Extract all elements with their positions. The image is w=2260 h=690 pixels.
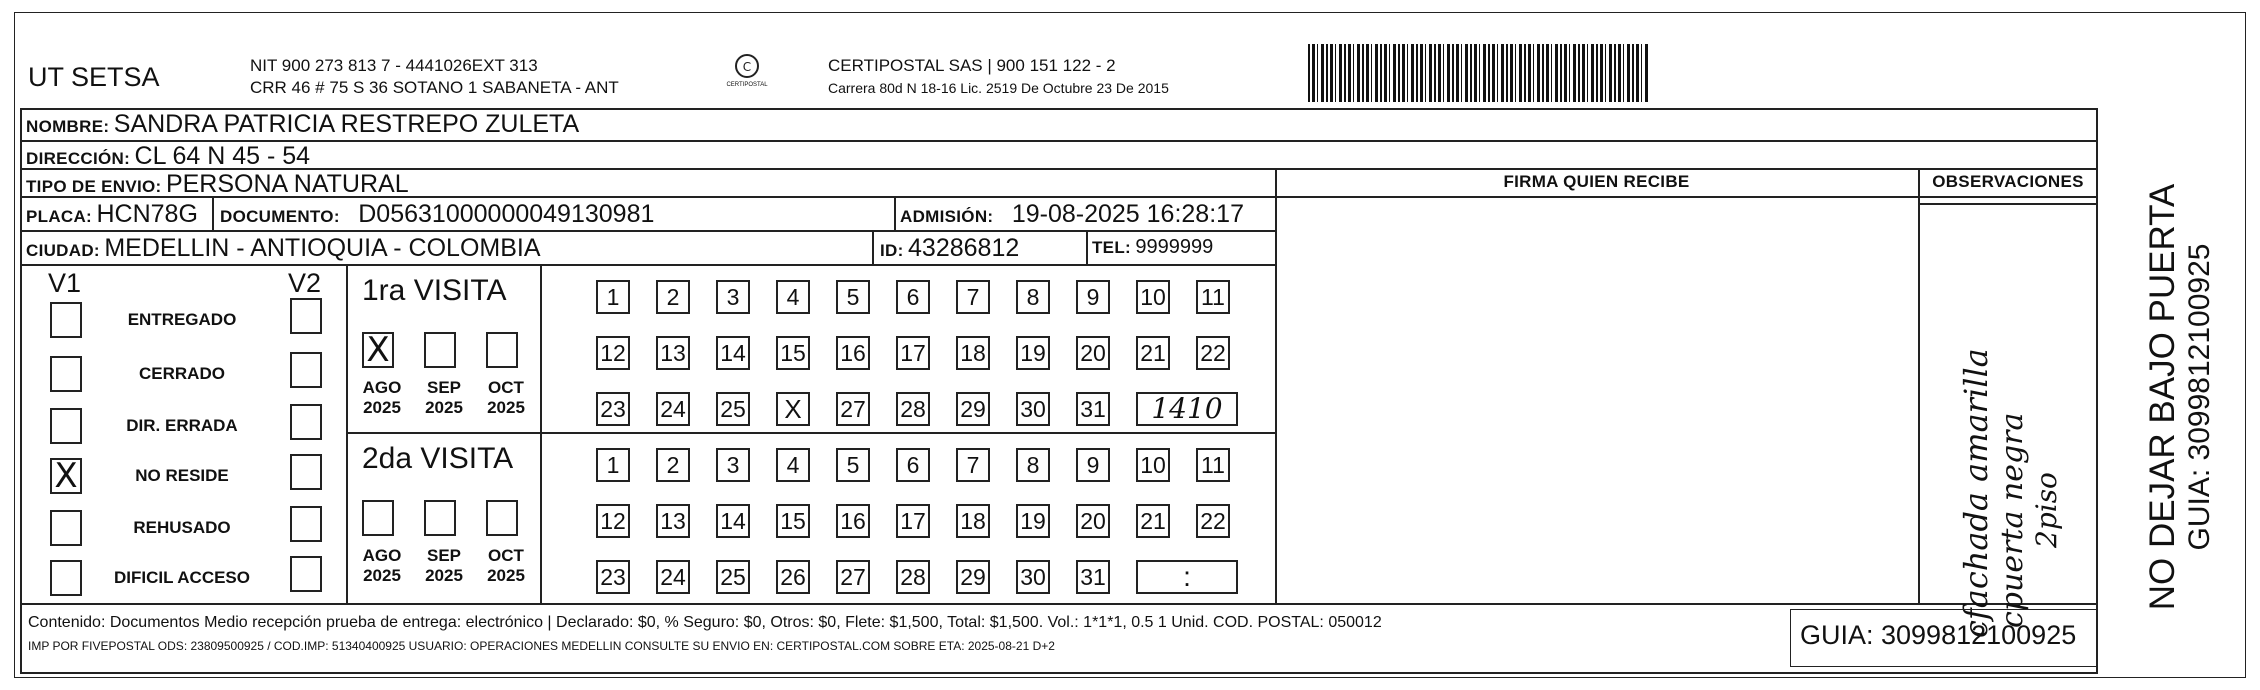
v1-checkbox[interactable]	[50, 560, 82, 596]
documento-row	[220, 200, 654, 229]
company-address: CRR 46 # 75 S 36 SOTANO 1 SABANETA - ANT	[250, 78, 619, 97]
v2-checkbox[interactable]	[290, 454, 322, 490]
day-box[interactable]: 14	[716, 336, 750, 370]
day-box[interactable]: 13	[656, 504, 690, 538]
month-label	[358, 378, 406, 418]
nombre-label: NOMBRE:	[26, 117, 110, 136]
month-year: 2025	[425, 398, 463, 417]
observation-line: cpuerta negra	[1995, 412, 2030, 628]
day-box[interactable]: 18	[956, 336, 990, 370]
day-box[interactable]: 25	[716, 560, 750, 594]
month-checkbox[interactable]	[424, 332, 456, 368]
day-box[interactable]: 19	[1016, 336, 1050, 370]
company-name: UT SETSA	[28, 62, 160, 92]
month-label	[482, 378, 530, 418]
tel-row	[1092, 236, 1213, 259]
day-box[interactable]: 30	[1016, 560, 1050, 594]
company-nit: NIT 900 273 813 7 - 4441026EXT 313	[250, 56, 538, 75]
visit-title: 2da VISITA	[362, 442, 514, 475]
v1-label: V1	[48, 268, 82, 298]
day-box[interactable]: 19	[1016, 504, 1050, 538]
tipo-value: PERSONA NATURAL	[165, 170, 409, 198]
day-box[interactable]: 26	[776, 560, 810, 594]
day-box[interactable]: 2	[656, 448, 690, 482]
month-name: OCT	[488, 378, 524, 397]
placa-label: PLACA:	[26, 207, 93, 226]
nombre-row	[26, 110, 579, 139]
day-box[interactable]: 7	[956, 448, 990, 482]
time-box[interactable]: 1410	[1136, 392, 1238, 426]
time-box[interactable]: :	[1136, 560, 1238, 594]
day-box[interactable]: 22	[1196, 504, 1230, 538]
month-checkbox[interactable]	[424, 500, 456, 536]
day-box[interactable]: 4	[776, 280, 810, 314]
month-year: 2025	[363, 566, 401, 585]
id-row	[880, 234, 1019, 263]
day-box[interactable]: 5	[836, 448, 870, 482]
month-label	[420, 546, 468, 586]
day-box[interactable]: 2	[656, 280, 690, 314]
month-checkbox[interactable]	[486, 500, 518, 536]
day-box[interactable]: 28	[896, 560, 930, 594]
observation-line: cfachada amarilla	[1957, 348, 1995, 638]
day-box[interactable]: 8	[1016, 448, 1050, 482]
day-box[interactable]: 1	[596, 448, 630, 482]
svg-text:C: C	[742, 60, 752, 74]
day-box[interactable]: 15	[776, 504, 810, 538]
observation-line: 2piso	[2030, 472, 2063, 548]
day-box[interactable]: 12	[596, 504, 630, 538]
side-text	[2110, 110, 2250, 670]
day-box[interactable]: 11	[1196, 280, 1230, 314]
v1-checkbox[interactable]	[50, 408, 82, 444]
admision-value: 19-08-2025 16:28:17	[1011, 200, 1244, 228]
v2-checkbox[interactable]	[290, 506, 322, 542]
day-box[interactable]: 21	[1136, 504, 1170, 538]
tipo-row	[26, 170, 409, 199]
month-name: AGO	[362, 378, 402, 397]
v1-checkbox[interactable]	[50, 302, 82, 338]
day-box[interactable]: 31	[1076, 560, 1110, 594]
day-box[interactable]: 10	[1136, 448, 1170, 482]
status-label: DIFICIL ACCESO	[113, 568, 250, 587]
v2-label: V2	[288, 268, 322, 298]
v1-checkbox[interactable]: X	[50, 458, 82, 494]
ciudad-row	[26, 234, 541, 263]
firma-label: FIRMA QUIEN RECIBE	[1503, 172, 1690, 191]
day-box[interactable]: 16	[836, 336, 870, 370]
day-box[interactable]: 17	[896, 336, 930, 370]
day-box[interactable]: 22	[1196, 336, 1230, 370]
day-box[interactable]: 12	[596, 336, 630, 370]
day-box[interactable]: 6	[896, 280, 930, 314]
day-box[interactable]: 3	[716, 280, 750, 314]
status-label: ENTREGADO	[127, 310, 237, 329]
documento-label: DOCUMENTO:	[220, 207, 340, 226]
barcode	[1308, 44, 1650, 102]
day-box[interactable]: 29	[956, 560, 990, 594]
day-box[interactable]: 30	[1016, 392, 1050, 426]
id-label: ID:	[880, 241, 904, 260]
observaciones-label: OBSERVACIONES	[1932, 172, 2084, 191]
month-year: 2025	[487, 398, 525, 417]
admision-label: ADMISIÓN:	[900, 207, 994, 226]
month-checkbox[interactable]: X	[362, 332, 394, 368]
day-box[interactable]: 8	[1016, 280, 1050, 314]
day-box[interactable]: 21	[1136, 336, 1170, 370]
tel-label: TEL:	[1092, 238, 1131, 257]
day-box[interactable]: 20	[1076, 336, 1110, 370]
day-box[interactable]: 31	[1076, 392, 1110, 426]
day-box[interactable]: 23	[596, 392, 630, 426]
day-box[interactable]: 24	[656, 392, 690, 426]
month-name: SEP	[426, 378, 462, 397]
direccion-label: DIRECCIÓN:	[26, 149, 131, 168]
tel-value: 9999999	[1135, 236, 1214, 258]
day-box[interactable]: 20	[1076, 504, 1110, 538]
day-box[interactable]: 7	[956, 280, 990, 314]
month-year: 2025	[425, 566, 463, 585]
certipostal-logo	[712, 52, 782, 96]
admision-row	[900, 200, 1244, 229]
id-value: 43286812	[908, 234, 1020, 262]
month-label	[358, 546, 406, 586]
v2-checkbox[interactable]	[290, 556, 322, 592]
logo-wordmark: CERTIPOSTAL	[726, 82, 768, 88]
day-box[interactable]: 5	[836, 280, 870, 314]
month-name: OCT	[488, 546, 524, 565]
month-name: AGO	[362, 546, 402, 565]
day-box[interactable]: 23	[596, 560, 630, 594]
status-label: CERRADO	[139, 364, 225, 383]
observations-handwriting	[1930, 210, 2090, 638]
v2-checkbox[interactable]	[290, 352, 322, 388]
day-box[interactable]: 29	[956, 392, 990, 426]
status-label: NO RESIDE	[135, 466, 229, 485]
day-box[interactable]: 17	[896, 504, 930, 538]
day-box[interactable]: 13	[656, 336, 690, 370]
day-box[interactable]: X	[776, 392, 810, 426]
contenido-text: Contenido: Documentos Medio recepción prueba de entrega: electrónico | Declarado: $0, % Seguro: $0, Otros: $0, Flete: $1,500, Total: $1,500. Vol.: 1*1*1, 0.5 1 Unid. COD. POSTAL: 050012	[28, 614, 1382, 631]
day-box[interactable]: 9	[1076, 280, 1110, 314]
day-box[interactable]: 11	[1196, 448, 1230, 482]
day-box[interactable]: 27	[836, 392, 870, 426]
guia-number: GUIA: 3099812100925	[1800, 620, 2077, 650]
v1-checkbox[interactable]	[50, 510, 82, 546]
month-label	[482, 546, 530, 586]
day-box[interactable]: 4	[776, 448, 810, 482]
tipo-label: TIPO DE ENVIO:	[26, 177, 162, 196]
direccion-row	[26, 142, 310, 171]
month-label	[420, 378, 468, 418]
month-name: SEP	[426, 546, 462, 565]
day-box[interactable]: 27	[836, 560, 870, 594]
carrier-license: Carrera 80d N 18-16 Lic. 2519 De Octubre 23 De 2015	[828, 80, 1169, 96]
month-year: 2025	[487, 566, 525, 585]
day-box[interactable]: 28	[896, 392, 930, 426]
v2-checkbox[interactable]	[290, 404, 322, 440]
v1-checkbox[interactable]	[50, 356, 82, 392]
month-year: 2025	[363, 398, 401, 417]
day-box[interactable]: 16	[836, 504, 870, 538]
month-checkbox[interactable]	[486, 332, 518, 368]
day-box[interactable]: 1	[596, 280, 630, 314]
status-label: DIR. ERRADA	[126, 416, 238, 435]
imp-text: IMP POR FIVEPOSTAL ODS: 23809500925 / COD.IMP: 51340400925 USUARIO: OPERACIONES MEDELLIN CONSULTE SU ENVIO EN: CERTIPOSTAL.COM SOBRE ETA: 2025-08-21 D+2	[28, 639, 1055, 653]
placa-row	[26, 200, 198, 229]
status-label: REHUSADO	[133, 518, 231, 537]
day-box[interactable]: 24	[656, 560, 690, 594]
nombre-value: SANDRA PATRICIA RESTREPO ZULETA	[113, 110, 580, 138]
ciudad-value: MEDELLIN - ANTIOQUIA - COLOMBIA	[104, 234, 541, 262]
visit-title: 1ra VISITA	[362, 274, 507, 307]
day-box[interactable]: 9	[1076, 448, 1110, 482]
ciudad-label: CIUDAD:	[26, 241, 100, 260]
no-dejar-bajo-puerta: NO DEJAR BAJO PUERTA	[2143, 183, 2182, 611]
day-box[interactable]: 14	[716, 504, 750, 538]
placa-value: HCN78G	[96, 200, 198, 228]
direccion-value: CL 64 N 45 - 54	[134, 142, 311, 170]
day-box[interactable]: 6	[896, 448, 930, 482]
day-box[interactable]: 10	[1136, 280, 1170, 314]
day-box[interactable]: 15	[776, 336, 810, 370]
side-guia: GUIA: 3099812100925	[2183, 243, 2216, 551]
month-checkbox[interactable]	[362, 500, 394, 536]
v2-checkbox[interactable]	[290, 298, 322, 334]
carrier-name: CERTIPOSTAL SAS | 900 151 122 - 2	[828, 56, 1116, 75]
day-box[interactable]: 18	[956, 504, 990, 538]
documento-value: D05631000000049130981	[358, 200, 655, 228]
day-box[interactable]: 3	[716, 448, 750, 482]
day-box[interactable]: 25	[716, 392, 750, 426]
